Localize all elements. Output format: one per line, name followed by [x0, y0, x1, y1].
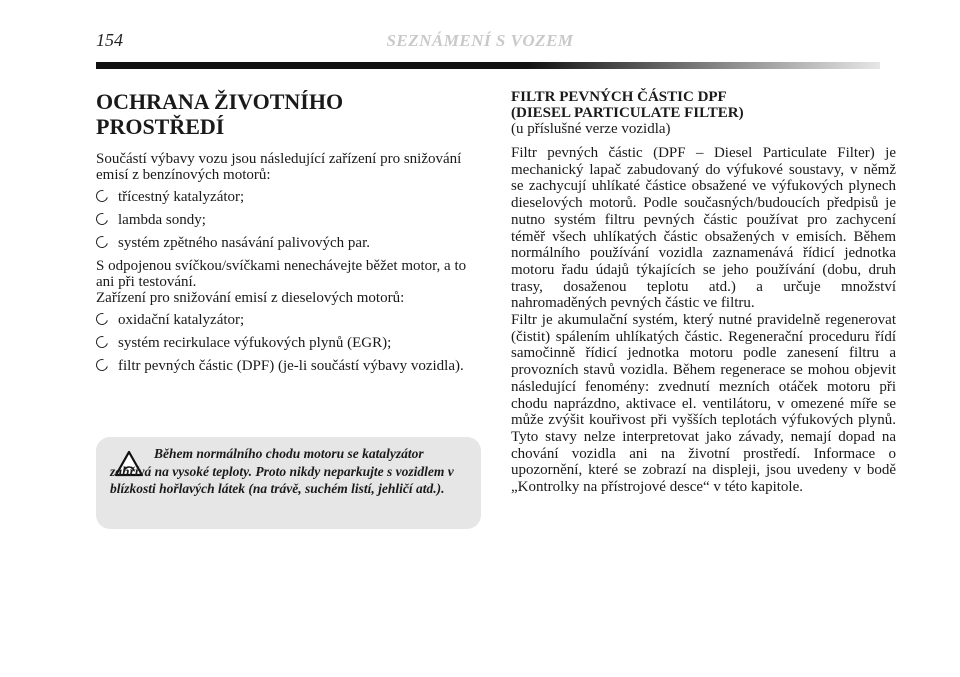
caution-text: S odpojenou svíčkou/svíčkami nenechávejte běžet motor, a to ani při testování.	[96, 258, 467, 290]
bullet-icon	[94, 311, 110, 327]
dpf-paragraph-1: Filtr pevných částic (DPF – Diesel Particulate Filter) je mechanický lapač zabudovaný do výfukové soustavy, v němž se zachycují uhlíkaté částice obsažené ve výfukových plynech dieselových motorů. Podle současných/budoucích předpisů je nutno systém filtru pevných částic používat pro zachycení téměř všech uhlíkatých částic obsažených v emisích. Během normálního používání vozidla zaznamenává řídicí jednotka motoru řadu údajů týkajících se jeho používání (dobu, druh trasy, dosaženou teplotu atd.) a určuje množství nahromaděných pevných částic ve filtru.	[511, 145, 896, 312]
list-item: třícestný katalyzátor;	[96, 189, 481, 205]
diesel-intro-text: Zařízení pro snižování emisí z dieselových motorů:	[96, 290, 405, 306]
warning-box	[96, 437, 481, 529]
bullet-icon	[94, 188, 110, 204]
left-column	[96, 89, 481, 381]
list-item: systém recirkulace výfukových plynů (EGR);	[96, 335, 481, 351]
diesel-list	[96, 312, 481, 374]
dpf-title: FILTR PEVNÝCH ČÁSTIC DPF (DIESEL PARTICULATE FILTER)	[511, 89, 744, 121]
dpf-paragraph-2: Filtr je akumulační systém, který nutné pravidelně regenerovat (čistit) spálením uhlíkatých částic. Regenerační proceduru řídí samočinně řídicí jednotka motoru podle zanesení filtru a provozních stavů vozidla. Během regenerace se mohou objevit následující fenomény: zvednutí mezních otáček motoru při chodu naprázdno, aktivace el. ventilátoru, v omezené míře se může zvýšit kouřivost při vyšších teplotách výfukových plynů. Tyto stavy nelze interpretovat jako závady, nemají dopad na chování vozidla ani na životní prostředí. Informace o upozornění, které se zobrazí na displeji, jsou uvedeny v bodě „Kontrolky na přístrojové desce“ v této kapitole.	[511, 312, 896, 496]
dpf-version-note: (u příslušné verze vozidla)	[511, 121, 671, 137]
bullet-icon	[94, 211, 110, 227]
bullet-icon	[94, 234, 110, 250]
header-rule	[96, 62, 880, 69]
list-item: oxidační katalyzátor;	[96, 312, 481, 328]
list-item: filtr pevných částic (DPF) (je-li součástí výbavy vozidla).	[96, 358, 481, 374]
bullet-icon	[94, 334, 110, 350]
chapter-title: SEZNÁMENÍ S VOZEM	[386, 31, 574, 50]
bullet-icon	[94, 357, 110, 373]
page-number: 154	[96, 30, 123, 50]
section-title: OCHRANA ŽIVOTNÍHO PROSTŘEDÍ	[96, 89, 344, 139]
list-item: systém zpětného nasávání palivových par.	[96, 235, 481, 251]
warning-text: Během normálního chodu motoru se katalyzátor zahřívá na vysoké teploty. Proto nikdy neparkujte s vozidlem v blízkosti hořlavých látek (na trávě, suchém listí, jehličí atd.).	[110, 446, 454, 496]
intro-text: Součástí výbavy vozu jsou následující zařízení pro snižování emisí z benzínových motorů:	[96, 151, 462, 183]
petrol-list	[96, 189, 481, 251]
list-item: lambda sondy;	[96, 212, 481, 228]
right-column	[511, 89, 896, 496]
